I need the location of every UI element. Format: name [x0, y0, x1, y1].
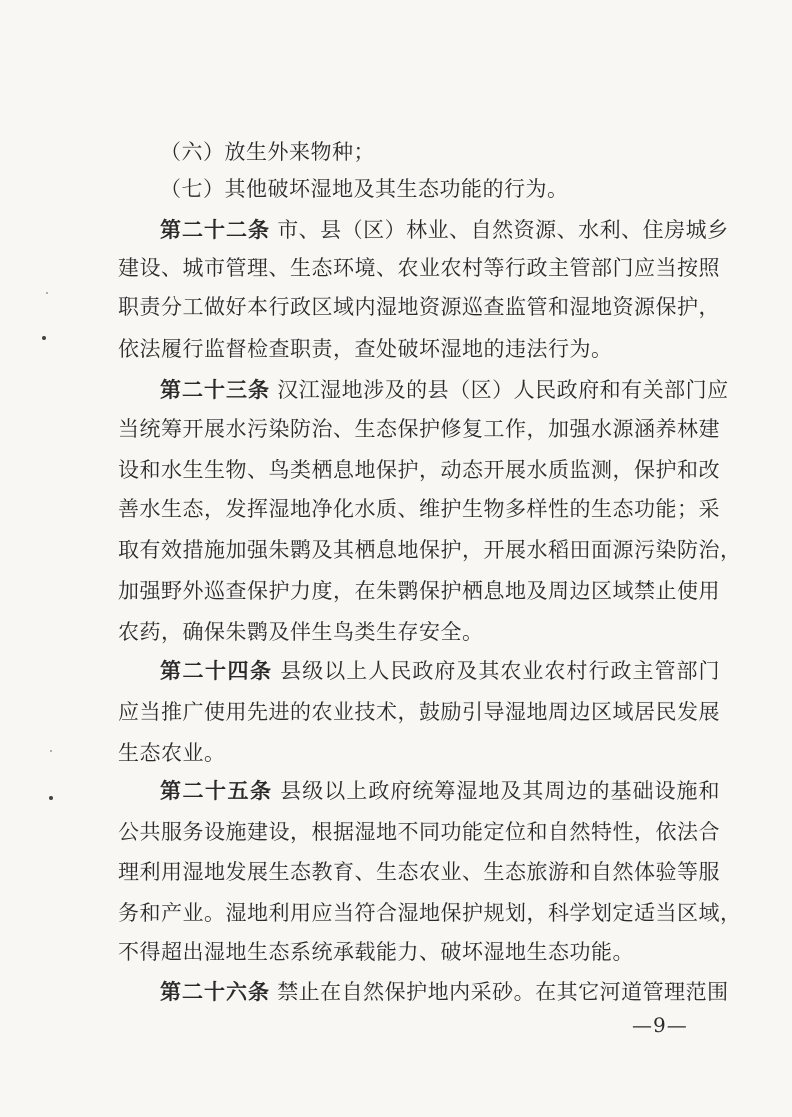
margin-speck — [42, 336, 46, 340]
article-26-first-line: 第二十六条 禁止在自然保护地内采砂。在其它河道管理范围 — [160, 980, 729, 1004]
text-line: 生态农业。 — [118, 741, 226, 765]
text-line: 善水生态，发挥湿地净化水质、维护生物多样性的生态功能；采 — [118, 497, 720, 521]
article-23-first-line: 第二十三条 汉江湿地涉及的县（区）人民政府和有关部门应 — [160, 378, 729, 402]
text-line: 依法履行监督检查职责，查处破坏湿地的违法行为。 — [118, 337, 613, 361]
article-heading: 第二十二条 — [160, 218, 270, 242]
article-25-first-line: 第二十五条 县级以上政府统筹湿地及其周边的基础设施和 — [160, 779, 721, 803]
article-heading: 第二十六条 — [160, 980, 270, 1004]
text-line: 务和产业。湿地利用应当符合湿地保护规划，科学划定适当区域， — [118, 901, 742, 925]
text-line: （六）放生外来物种； — [160, 140, 375, 164]
text-line: 应当推广使用先进的农业技术，鼓励引导湿地周边区域居民发展 — [118, 700, 720, 724]
text-line: 建设、城市管理、生态环境、农业农村等行政主管部门应当按照 — [118, 256, 720, 280]
text-line: （七）其他破坏湿地及其生态功能的行为。 — [160, 177, 569, 201]
text-line: 职责分工做好本行政区域内湿地资源巡查监管和湿地资源保护， — [118, 295, 720, 319]
margin-speck — [46, 292, 48, 294]
article-heading: 第二十五条 — [160, 779, 273, 803]
article-heading: 第二十三条 — [160, 378, 270, 402]
text-line: 加强野外巡查保护力度，在朱鹮保护栖息地及周边区域禁止使用 — [118, 579, 720, 603]
article-24-first-line: 第二十四条 县级以上人民政府及其农业农村行政主管部门 — [160, 659, 721, 683]
article-22-first-line: 第二十二条 市、县（区）林业、自然资源、水利、住房城乡 — [160, 218, 729, 242]
article-heading: 第二十四条 — [160, 659, 273, 683]
margin-speck — [50, 750, 52, 752]
text-line: 农药，确保朱鹮及伴生鸟类生存安全。 — [118, 620, 484, 644]
page-number: —9— — [632, 1013, 688, 1037]
text-line: 不得超出湿地生态系统承载能力、破坏湿地生态功能。 — [118, 940, 634, 964]
text-line: 取有效措施加强朱鹮及其栖息地保护，开展水稻田面源污染防治， — [118, 538, 742, 562]
text-line: 当统筹开展水污染防治、生态保护修复工作，加强水源涵养林建 — [118, 417, 720, 441]
text-line: 理利用湿地发展生态教育、生态农业、生态旅游和自然体验等服 — [118, 860, 720, 884]
text-line: 公共服务设施建设，根据湿地不同功能定位和自然特性，依法合 — [118, 820, 720, 844]
margin-speck — [49, 796, 53, 800]
text-line: 设和水生生物、鸟类栖息地保护，动态开展水质监测，保护和改 — [118, 458, 720, 482]
